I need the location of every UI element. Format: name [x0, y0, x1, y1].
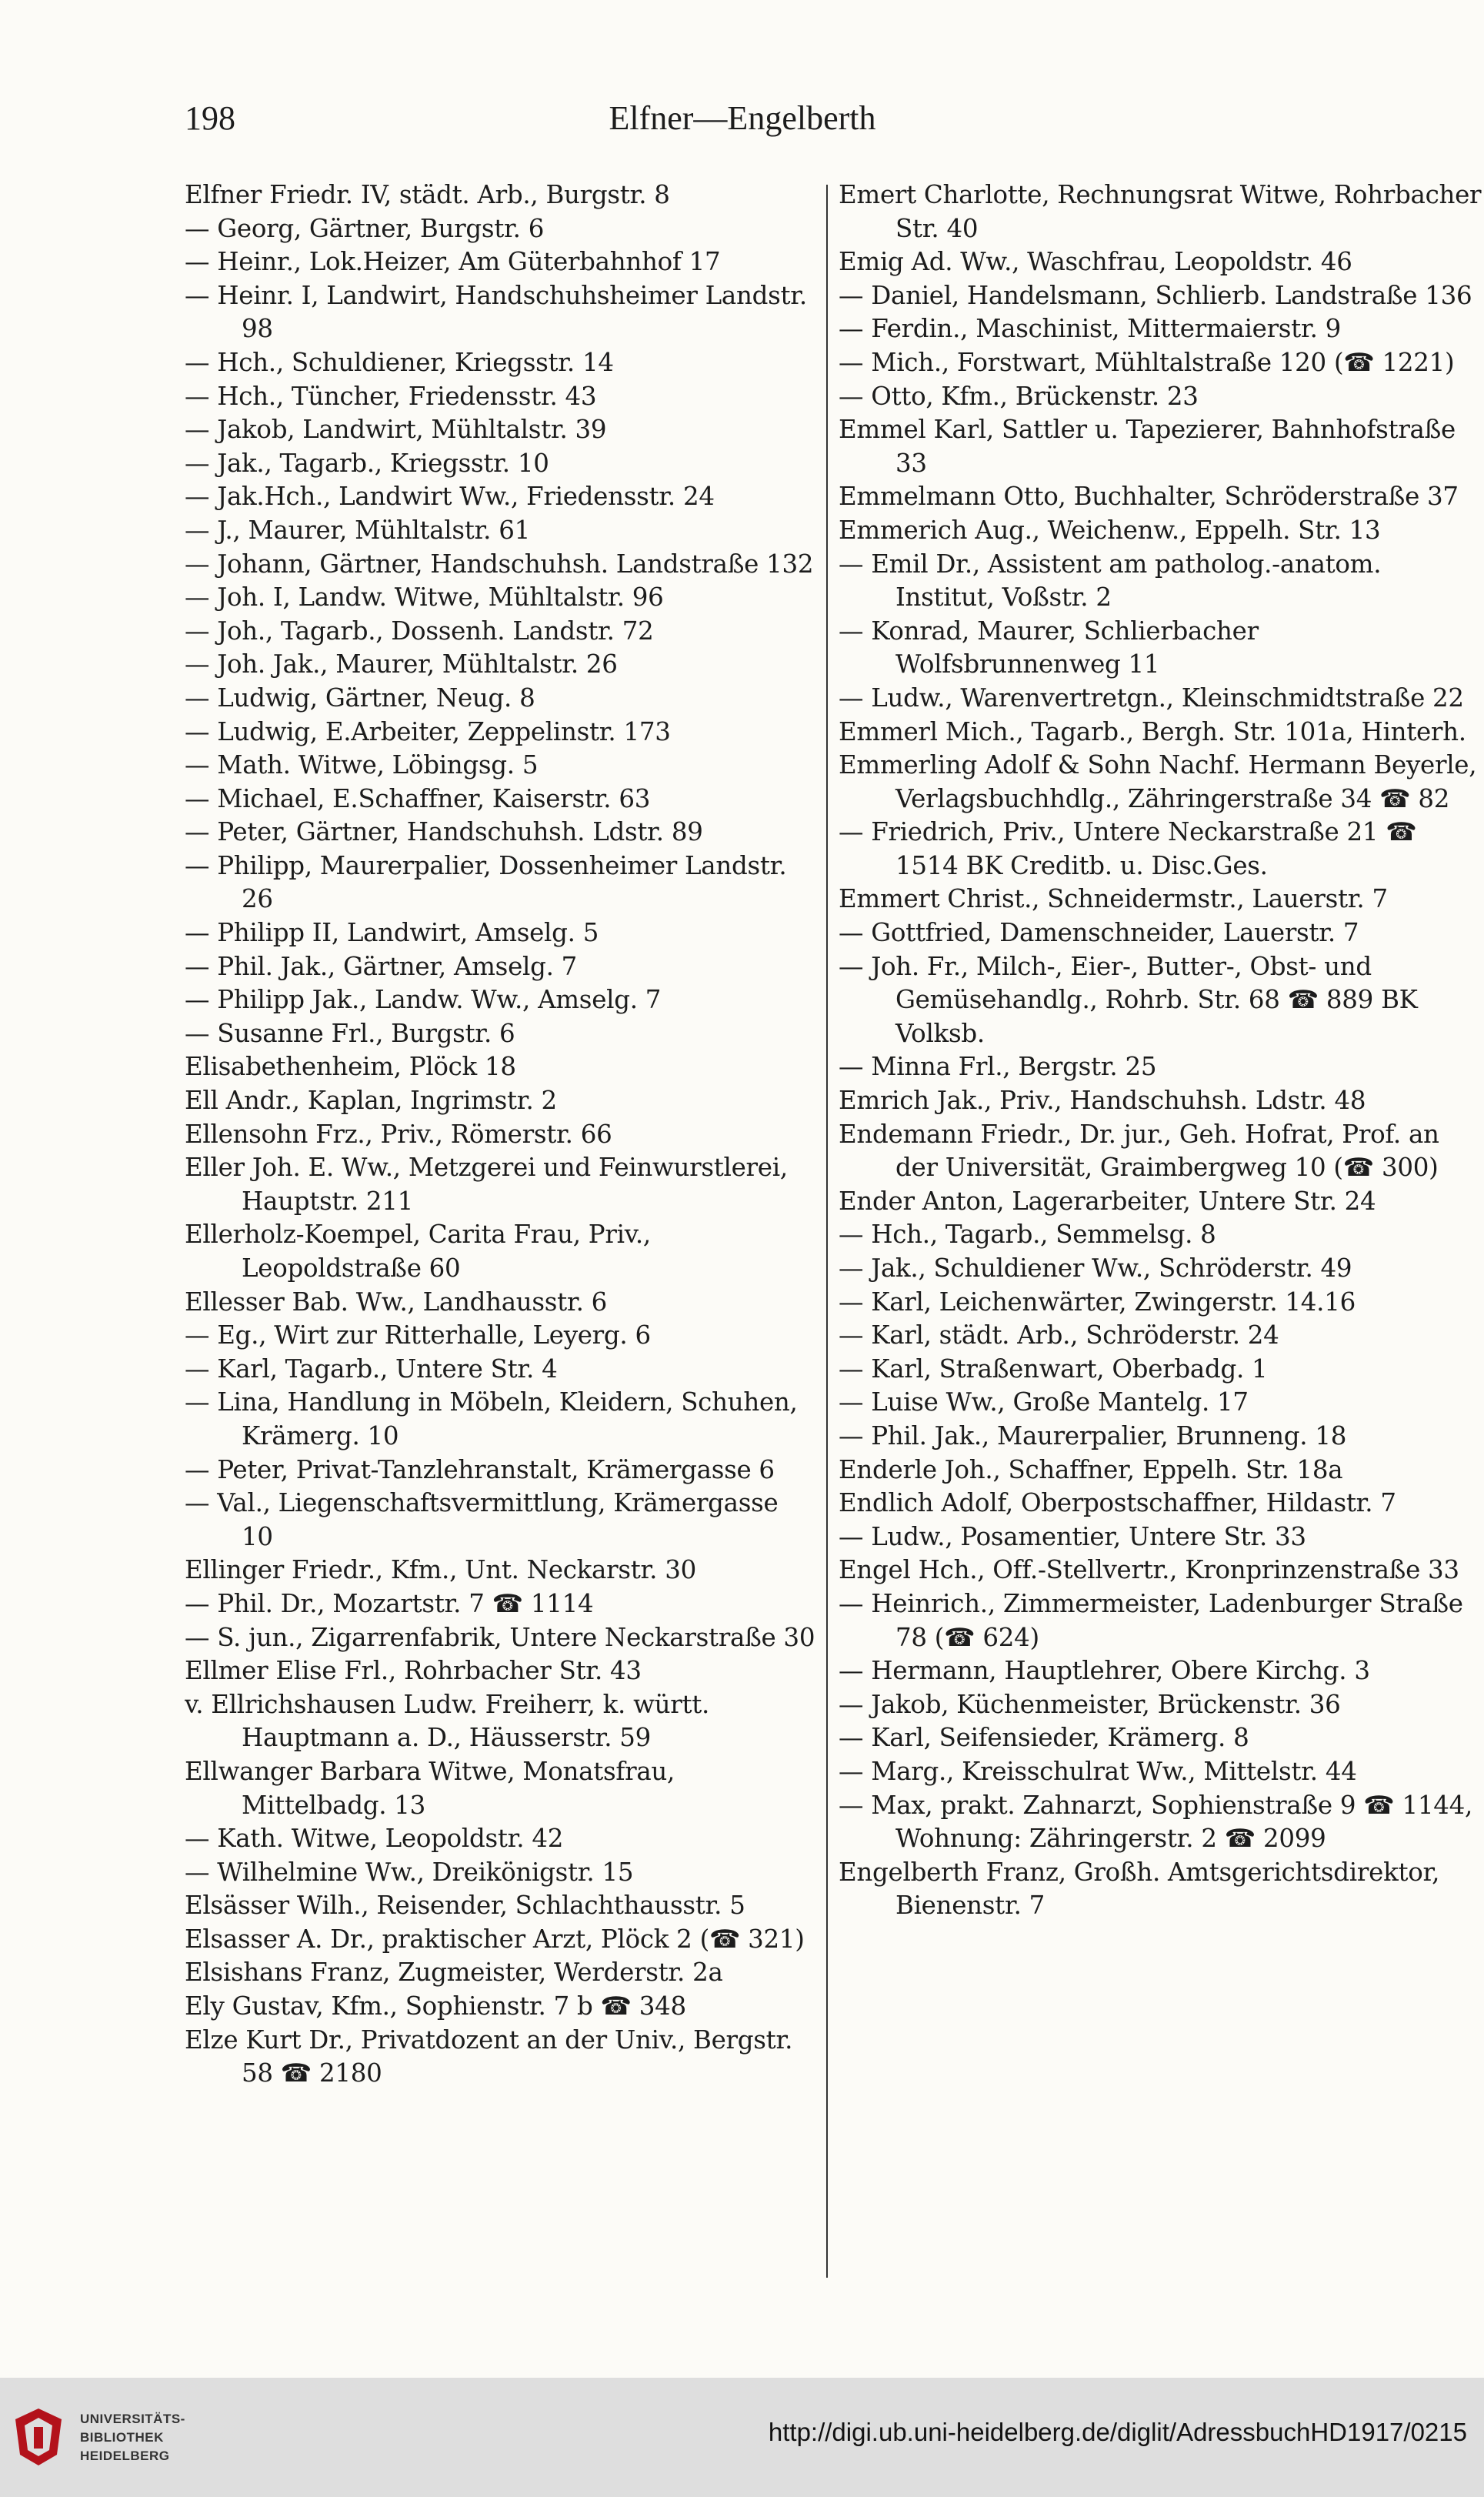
- directory-entry: — Heinr., Lok.Heizer, Am Güterbahnhof 17: [185, 247, 721, 277]
- logo-line: UNIVERSITÄTS-: [80, 2412, 185, 2426]
- directory-entry: Elsasser A. Dr., praktischer Arzt, Plöck 2 (☎ 321): [185, 1924, 805, 1954]
- directory-entry: — Hch., Tagarb., Semmelsg. 8: [839, 1220, 1216, 1250]
- directory-entry: — Jak.Hch., Landwirt Ww., Friedensstr. 24: [185, 482, 715, 512]
- directory-entry: — Phil. Jak., Maurerpalier, Brunneng. 18: [839, 1420, 1347, 1450]
- directory-entry: Ellmer Elise Frl., Rohrbacher Str. 43: [185, 1656, 642, 1686]
- directory-entry: — Jakob, Landwirt, Mühltalstr. 39: [185, 415, 607, 445]
- directory-entry: — S. jun., Zigarrenfabrik, Untere Neckarstraße 30: [185, 1622, 815, 1652]
- footer-bar: [0, 2378, 1484, 2497]
- directory-entry: Emert Charlotte, Rechnungsrat Witwe, Rohrbacher Str. 40: [839, 180, 1482, 243]
- directory-entry: — Phil. Jak., Gärtner, Amselg. 7: [185, 951, 578, 981]
- directory-entry: — Ludw., Warenvertretgn., Kleinschmidtstraße 22: [839, 683, 1464, 713]
- directory-entry: Endemann Friedr., Dr. jur., Geh. Hofrat, Prof. an der Universität, Graimbergweg 10 (☎ 300): [839, 1119, 1439, 1183]
- directory-entry: — Marg., Kreisschulrat Ww., Mittelstr. 44: [839, 1756, 1357, 1786]
- directory-entry: — Georg, Gärtner, Burgstr. 6: [185, 213, 545, 243]
- directory-entry: — Johann, Gärtner, Handschuhsh. Landstraße 132: [185, 549, 814, 579]
- directory-entry: Elfner Friedr. IV, städt. Arb., Burgstr. 8: [185, 180, 670, 209]
- directory-entry: Emmerl Mich., Tagarb., Bergh. Str. 101a, Hinterh.: [839, 716, 1466, 746]
- directory-entry: Ellwanger Barbara Witwe, Monatsfrau, Mittelbadg. 13: [185, 1756, 675, 1820]
- directory-entry: Ender Anton, Lagerarbeiter, Untere Str. 24: [839, 1186, 1376, 1216]
- directory-entry: Elisabethenheim, Plöck 18: [185, 1052, 516, 1082]
- page-number: 198: [185, 99, 235, 137]
- directory-entry: — Jak., Schuldiener Ww., Schröderstr. 49: [839, 1254, 1352, 1283]
- directory-entry: — Eg., Wirt zur Ritterhalle, Leyerg. 6: [185, 1320, 651, 1350]
- directory-entry: — Val., Liegenschaftsvermittlung, Krämergasse 10: [185, 1488, 779, 1551]
- directory-entry: — J., Maurer, Mühltalstr. 61: [185, 515, 530, 545]
- directory-entry: Emmel Karl, Sattler u. Tapezierer, Bahnhofstraße 33: [839, 415, 1456, 478]
- directory-entry: — Philipp Jak., Landw. Ww., Amselg. 7: [185, 985, 662, 1015]
- directory-entry: — Karl, Tagarb., Untere Str. 4: [185, 1354, 558, 1384]
- directory-entry: Ellesser Bab. Ww., Landhausstr. 6: [185, 1287, 608, 1317]
- directory-entry: — Jakob, Küchenmeister, Brückenstr. 36: [839, 1689, 1341, 1719]
- directory-entry: — Max, prakt. Zahnarzt, Sophienstraße 9 ☎ 1144, Wohnung: Zähringerstr. 2 ☎ 2099: [839, 1790, 1472, 1854]
- directory-entry: Emmerling Adolf & Sohn Nachf. Hermann Beyerle, Verlagsbuchhdlg., Zähringerstraße 34 ☎ 82: [839, 750, 1477, 813]
- directory-entry: Ellinger Friedr., Kfm., Unt. Neckarstr. 30: [185, 1555, 696, 1585]
- directory-entry: Enderle Joh., Schaffner, Eppelh. Str. 18a: [839, 1454, 1343, 1484]
- directory-entry: — Hch., Tüncher, Friedensstr. 43: [185, 381, 597, 411]
- column-divider: [826, 185, 828, 2278]
- directory-entry: — Karl, Seifensieder, Krämerg. 8: [839, 1723, 1249, 1753]
- directory-entry: — Phil. Dr., Mozartstr. 7 ☎ 1114: [185, 1588, 594, 1618]
- directory-entry: — Joh. Jak., Maurer, Mühltalstr. 26: [185, 649, 618, 679]
- directory-entry: Ely Gustav, Kfm., Sophienstr. 7 b ☎ 348: [185, 1991, 686, 2021]
- directory-entry: Engelberth Franz, Großh. Amtsgerichtsdirektor, Bienenstr. 7: [839, 1857, 1440, 1921]
- page-header: [185, 98, 1300, 152]
- directory-entry: — Otto, Kfm., Brückenstr. 23: [839, 381, 1199, 411]
- directory-entry: Elsishans Franz, Zugmeister, Werderstr. 2a: [185, 1958, 723, 1988]
- directory-entry: — Emil Dr., Assistent am patholog.-anatom. Institut, Voßstr. 2: [839, 549, 1382, 613]
- source-url-link[interactable]: http://digi.ub.uni-heidelberg.de/diglit/AdressbuchHD1917/0215: [768, 2418, 1467, 2446]
- directory-entry: v. Ellrichshausen Ludw. Freiherr, k. württ. Hauptmann a. D., Häusserstr. 59: [185, 1689, 710, 1753]
- directory-entry: — Konrad, Maurer, Schlierbacher Wolfsbrunnenweg 11: [839, 616, 1259, 679]
- directory-entry: Emrich Jak., Priv., Handschuhsh. Ldstr. 48: [839, 1086, 1366, 1116]
- directory-entry: — Karl, städt. Arb., Schröderstr. 24: [839, 1320, 1279, 1350]
- directory-entry: Elsässer Wilh., Reisender, Schlachthausstr. 5: [185, 1891, 745, 1921]
- directory-entry: — Heinr. I, Landwirt, Handschuhsheimer Landstr. 98: [185, 280, 807, 344]
- directory-entry: — Philipp II, Landwirt, Amselg. 5: [185, 918, 599, 948]
- library-logo-text: [80, 2410, 185, 2465]
- directory-entry: — Philipp, Maurerpalier, Dossenheimer Landstr. 26: [185, 850, 787, 914]
- directory-entry: — Wilhelmine Ww., Dreikönigstr. 15: [185, 1857, 634, 1887]
- directory-entry: Emmerich Aug., Weichenw., Eppelh. Str. 13: [839, 515, 1381, 545]
- directory-entry: — Jak., Tagarb., Kriegsstr. 10: [185, 448, 549, 478]
- directory-entry: — Michael, E.Schaffner, Kaiserstr. 63: [185, 783, 651, 813]
- library-seal-icon: [11, 2405, 66, 2469]
- directory-entry: — Friedrich, Priv., Untere Neckarstraße 21 ☎ 1514 BK Creditb. u. Disc.Ges.: [839, 817, 1417, 880]
- left-column: [185, 179, 815, 2279]
- directory-entry: — Gottfried, Damenschneider, Lauerstr. 7: [839, 918, 1359, 948]
- directory-entry: Emmelmann Otto, Buchhalter, Schröderstraße 37: [839, 482, 1459, 512]
- directory-entry: — Math. Witwe, Löbingsg. 5: [185, 750, 539, 780]
- directory-entry: — Heinrich., Zimmermeister, Ladenburger Straße 78 (☎ 624): [839, 1588, 1463, 1652]
- directory-entry: — Peter, Privat-Tanzlehranstalt, Krämergasse 6: [185, 1454, 775, 1484]
- directory-entry: — Karl, Leichenwärter, Zwingerstr. 14.16: [839, 1287, 1356, 1317]
- directory-entry: — Mich., Forstwart, Mühltalstraße 120 (☎ 1221): [839, 347, 1455, 377]
- logo-line: HEIDELBERG: [80, 2449, 170, 2463]
- directory-entry: Emig Ad. Ww., Waschfrau, Leopoldstr. 46: [839, 247, 1352, 277]
- directory-entry: Emmert Christ., Schneidermstr., Lauerstr. 7: [839, 884, 1388, 914]
- directory-entry: Engel Hch., Off.-Stellvertr., Kronprinzenstraße 33: [839, 1555, 1459, 1585]
- directory-entry: — Ludw., Posamentier, Untere Str. 33: [839, 1521, 1306, 1551]
- directory-entry: Eller Joh. E. Ww., Metzgerei und Feinwurstlerei, Hauptstr. 211: [185, 1153, 788, 1216]
- directory-entry: — Luise Ww., Große Mantelg. 17: [839, 1387, 1249, 1417]
- directory-entry: — Joh. Fr., Milch-, Eier-, Butter-, Obst- und Gemüsehandlg., Rohrb. Str. 68 ☎ 889 BK Volksb.: [839, 951, 1418, 1048]
- directory-entry: — Ludwig, E.Arbeiter, Zeppelinstr. 173: [185, 716, 671, 746]
- directory-entry: Ellerholz-Koempel, Carita Frau, Priv., Leopoldstraße 60: [185, 1220, 651, 1283]
- directory-entry: — Daniel, Handelsmann, Schlierb. Landstraße 136: [839, 280, 1472, 310]
- directory-entry: — Peter, Gärtner, Handschuhsh. Ldstr. 89: [185, 817, 703, 847]
- directory-entry: — Joh. I, Landw. Witwe, Mühltalstr. 96: [185, 583, 664, 613]
- directory-entry: — Joh., Tagarb., Dossenh. Landstr. 72: [185, 616, 654, 646]
- directory-entry: — Kath. Witwe, Leopoldstr. 42: [185, 1824, 564, 1854]
- right-column: [839, 179, 1484, 2279]
- directory-entry: Elze Kurt Dr., Privatdozent an der Univ., Bergstr. 58 ☎ 2180: [185, 2025, 793, 2088]
- directory-entry: — Lina, Handlung in Möbeln, Kleidern, Schuhen, Krämerg. 10: [185, 1387, 798, 1450]
- directory-entry: — Ferdin., Maschinist, Mittermaierstr. 9: [839, 314, 1342, 344]
- directory-entry: — Minna Frl., Bergstr. 25: [839, 1052, 1157, 1082]
- directory-entry: Endlich Adolf, Oberpostschaffner, Hildastr. 7: [839, 1488, 1396, 1518]
- directory-entry: Ell Andr., Kaplan, Ingrimstr. 2: [185, 1086, 557, 1116]
- directory-entry: — Karl, Straßenwart, Oberbadg. 1: [839, 1354, 1268, 1384]
- directory-entry: — Ludwig, Gärtner, Neug. 8: [185, 683, 535, 713]
- logo-line: BIBLIOTHEK: [80, 2430, 164, 2445]
- directory-entry: — Susanne Frl., Burgstr. 6: [185, 1018, 515, 1048]
- directory-entry: — Hermann, Hauptlehrer, Obere Kirchg. 3: [839, 1656, 1370, 1686]
- directory-entry: Ellensohn Frz., Priv., Römerstr. 66: [185, 1119, 612, 1149]
- running-head: Elfner—Engelberth: [609, 99, 876, 137]
- directory-entry: — Hch., Schuldiener, Kriegsstr. 14: [185, 347, 614, 377]
